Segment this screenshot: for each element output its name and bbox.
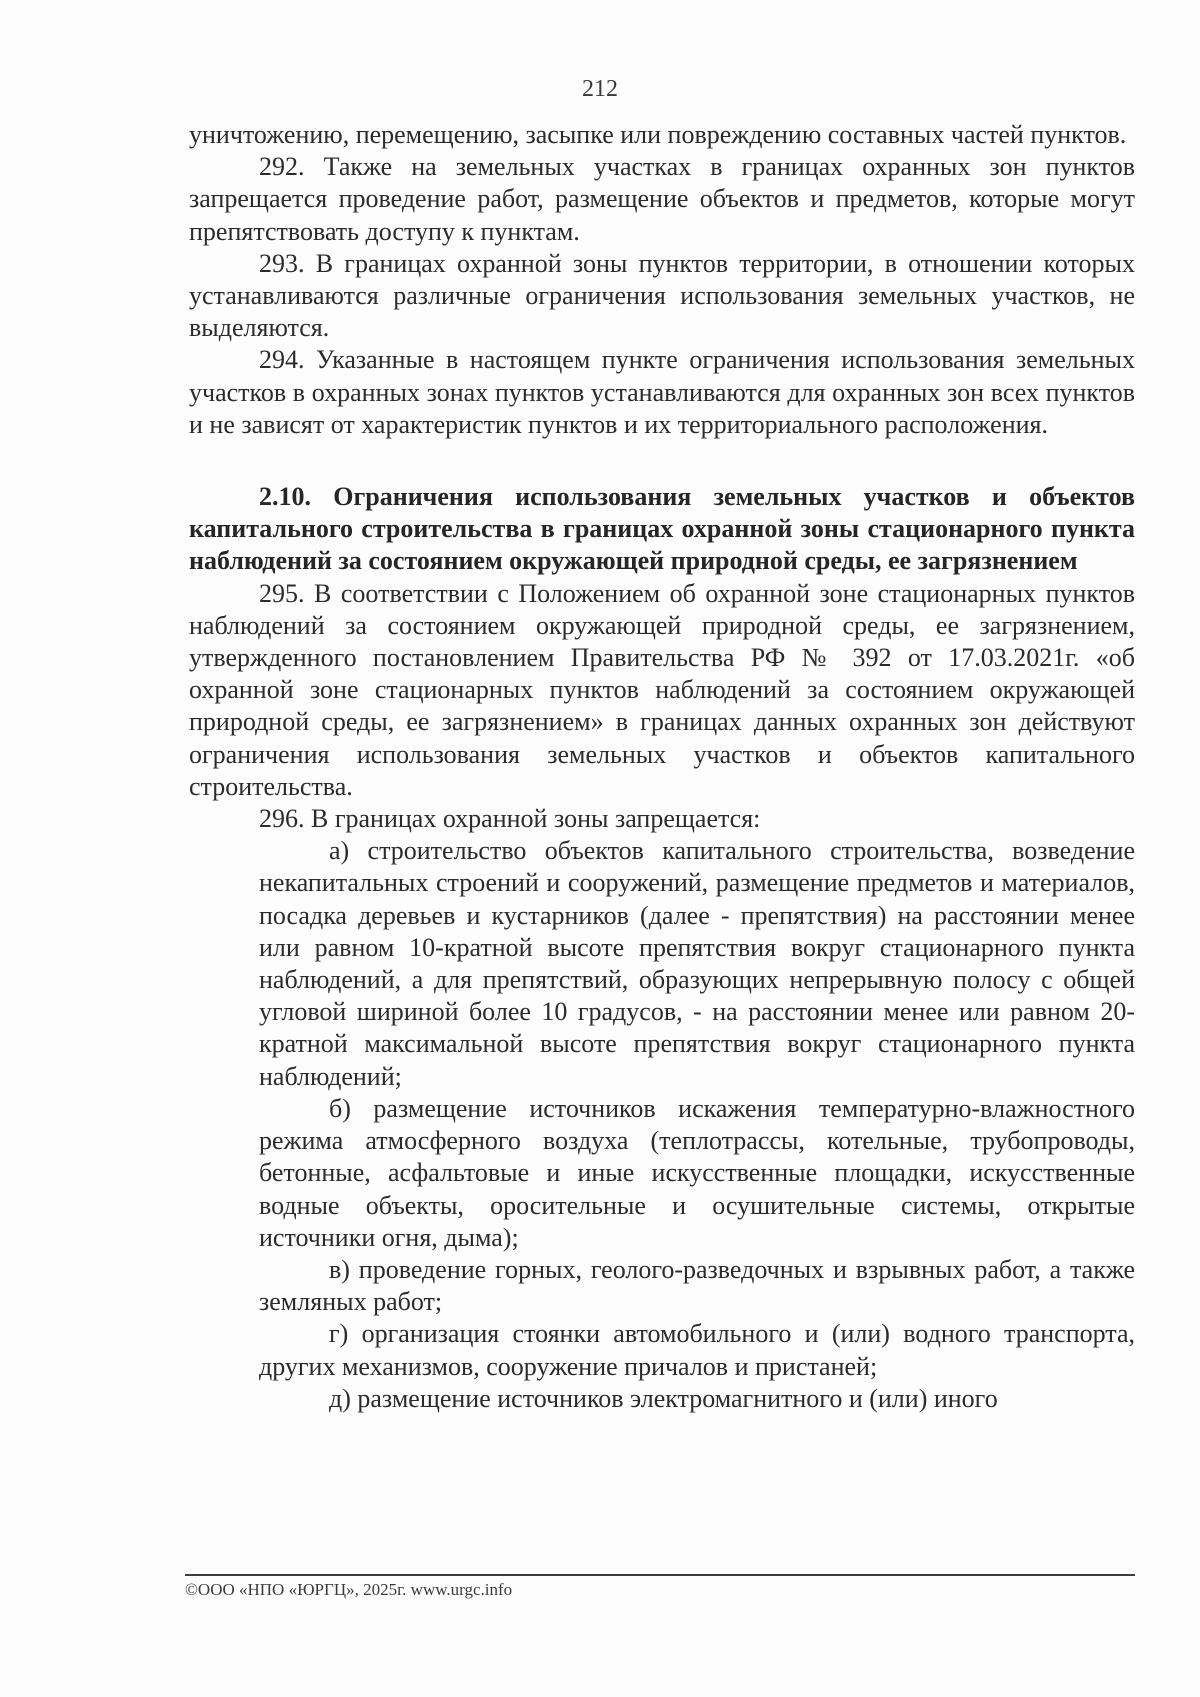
paragraph-293: 293. В границах охранной зоны пунктов территории, в отношении которых устанавливаются различные ограничения использования земельных участков, не выделяются. xyxy=(189,248,1135,343)
footer-divider xyxy=(185,1574,1135,1576)
paragraph-294: 294. Указанные в настоящем пункте ограничения использования земельных участков в охранных зонах пунктов устанавливаются для охранных зон всех пунктов и не зависят от характеристик пунктов и их территориального расположения. xyxy=(189,345,1135,439)
paragraph-continuation: уничтожению, перемещению, засыпке или повреждению составных частей пунктов. xyxy=(189,120,1127,149)
list-item-v: в) проведение горных, геолого-разведочных и взрывных работ, а также земляных работ; xyxy=(259,1254,1135,1317)
page-number: 212 xyxy=(582,76,618,102)
list-item-a: а) строительство объектов капитального строительства, возведение некапитальных строений и сооружений, размещение предметов и материалов, посадка деревьев и кустарников (далее - препятствия) на расстоянии менее или равном 10-кратной высоте препятствия вокруг стационарного пункта наблюдений, а для препятствий, образующих непрерывную полосу с общей угловой шириной более 10 градусов, - на расстоянии менее или равном 20-кратной максимальной высоте препятствия вокруг стационарного пункта наблюдений; xyxy=(259,836,1135,1091)
list-item-g: г) организация стоянки автомобильного и (или) водного транспорта, других механизмов, сооружение причалов и пристаней; xyxy=(259,1319,1135,1381)
section-heading-2-10: 2.10. Ограничения использования земельных участков и объектов капитального строительства в границах охранной зоны стационарного пункта наблюдений за состоянием окружающей природной среды, ее загрязнением xyxy=(189,482,1135,576)
document-body xyxy=(189,119,1135,1415)
list-item-d: д) размещение источников электромагнитного и (или) иного xyxy=(329,1383,998,1413)
paragraph-292: 292. Также на земельных участках в границах охранных зон пунктов запрещается проведение работ, размещение объектов и предметов, которые могут препятствовать доступу к пунктам. xyxy=(189,152,1135,246)
paragraph-296: 296. В границах охранной зоны запрещается: xyxy=(259,804,761,834)
list-item-b: б) размещение источников искажения температурно-влажностного режима атмосферного воздуха (теплотрассы, котельные, трубопроводы, бетонные, асфальтовые и иные искусственные площадки, искусственные водные объекты, оросительные и осушительные системы, открытые источники огня, дыма); xyxy=(259,1093,1135,1252)
paragraph-295: 295. В соответствии с Положением об охранной зоне стационарных пунктов наблюдений за состоянием окружающей природной среды, ее загрязнением, утвержденного постановлением Правительства РФ № 392 от 17.03.2021г. «об охранной зоне стационарных пунктов наблюдений за состоянием окружающей природной среды, ее загрязнением» в границах данных охранных зон действуют ограничения использования земельных участков и объектов капитального строительства. xyxy=(189,578,1135,801)
footer-copyright: ©ООО «НПО «ЮРГЦ», 2025г. www.urgc.info xyxy=(185,1580,513,1599)
